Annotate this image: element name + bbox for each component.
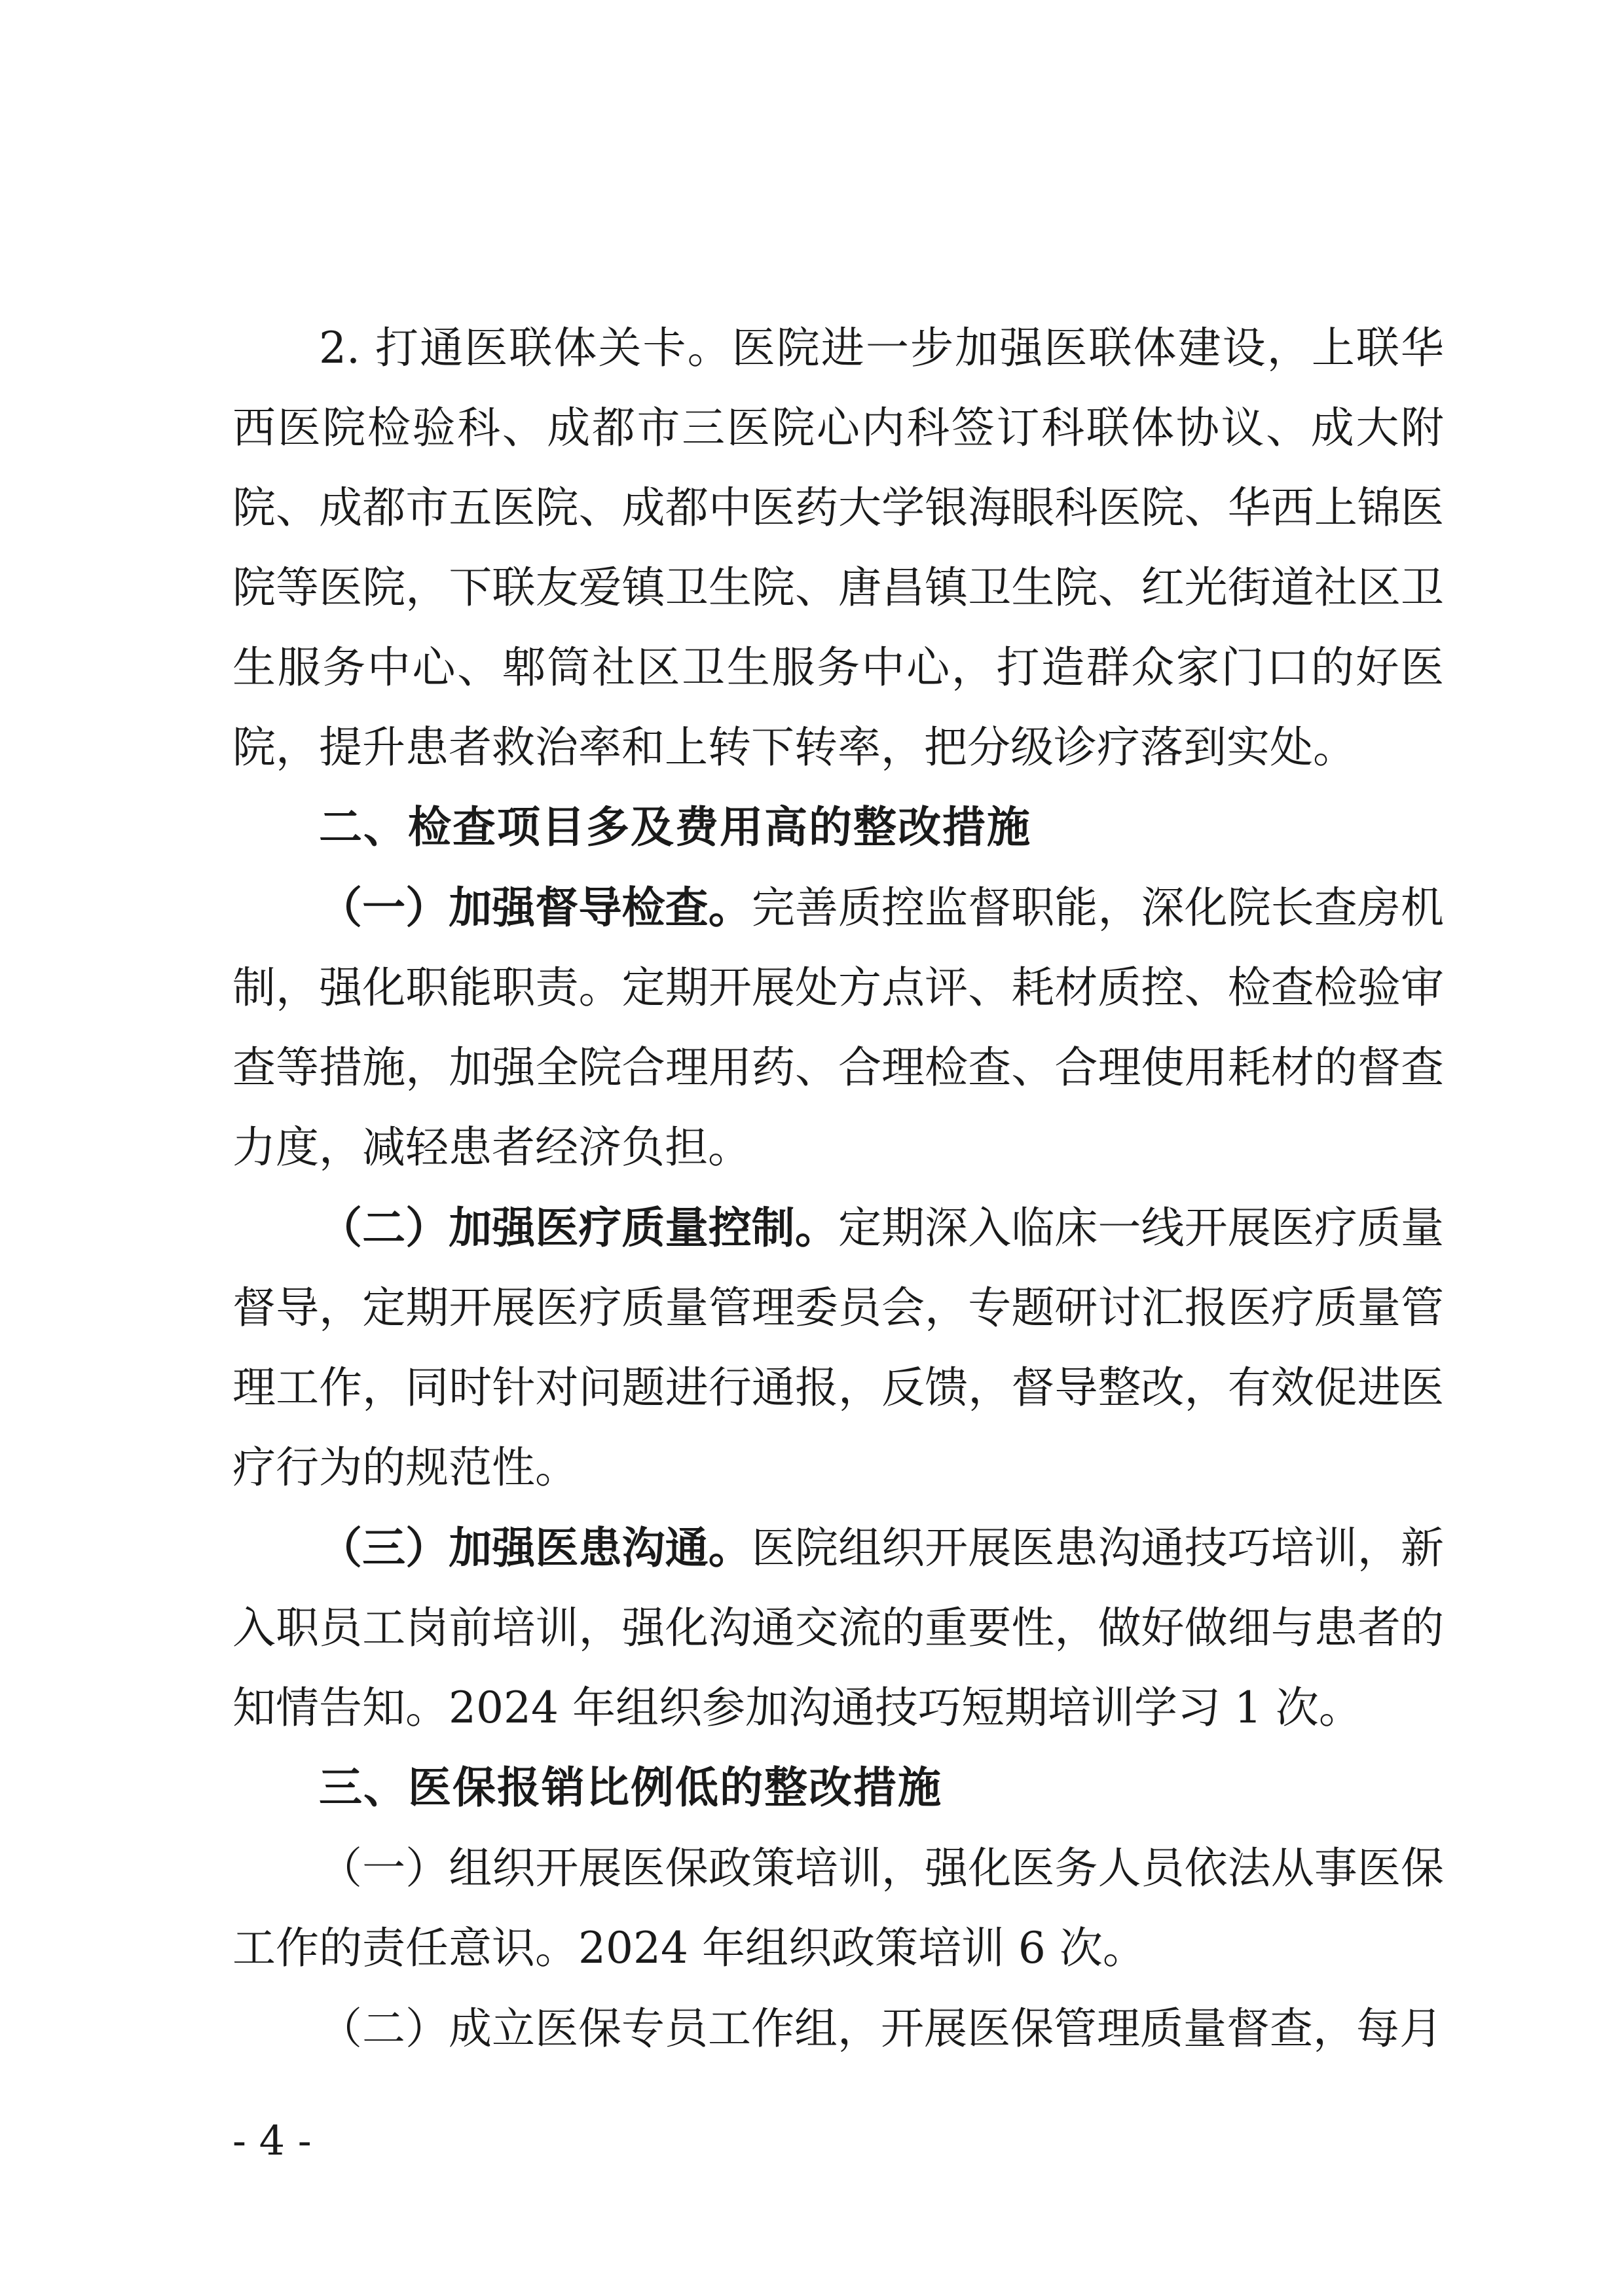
section-heading-2: 二、检查项目多及费用高的整改措施	[319, 802, 1031, 852]
paragraph-policy-training	[232, 1828, 1444, 1988]
paragraph-lead: （一）加强督导检查。	[319, 882, 752, 933]
paragraph-text: （二）成立医保专员工作组，开展医保管理质量督查，每月	[319, 2003, 1443, 2054]
paragraph-text: 完善质控监督职能，深化院长查房机制，强化职能职责。定期开展处方点评、耗材质控、检查检验审查等措施，加强全院合理用药、合理检查、合理使用耗材的督查力度，减轻患者经济负担。	[232, 883, 1445, 1173]
paragraph-text: （一）组织开展医保政策培训，强化医务人员依法从事医保工作的责任意识。2024 年组织政策培训 6 次。	[232, 1843, 1444, 1973]
document-body	[232, 308, 1444, 2069]
paragraph-insurance-team	[232, 1988, 1444, 2069]
paragraph-text: 医院组织开展医患沟通技巧培训，新入职员工岗前培训，强化沟通交流的重要性，做好做细与患者的知情告知。2024 年组织参加沟通技巧短期培训学习 1 次。	[232, 1523, 1445, 1733]
paragraph-lead: （二）加强医疗质量控制。	[319, 1202, 838, 1253]
section-heading-3: 三、医保报销比例低的整改措施	[319, 1762, 942, 1813]
paragraph-text: 定期深入临床一线开展医疗质量督导，定期开展医疗质量管理委员会，专题研讨汇报医疗质量管理工作，同时针对问题进行通报，反馈，督导整改，有效促进医疗行为的规范性。	[232, 1203, 1445, 1493]
page-number: - 4 -	[232, 2117, 312, 2164]
paragraph-supervision	[232, 867, 1444, 1188]
paragraph-medical-alliance	[232, 308, 1444, 788]
paragraph-quality-control	[232, 1188, 1444, 1508]
paragraph-lead: （三）加强医患沟通。	[319, 1522, 752, 1573]
paragraph-communication	[232, 1508, 1444, 1748]
paragraph-text: 2. 打通医联体关卡。医院进一步加强医联体建设，上联华西医院检验科、成都市三医院心内科签订科联体协议、成大附院、成都市五医院、成都中医药大学银海眼科医院、华西上锦医院等医院，下联友爱镇卫生院、唐昌镇卫生院、红光街道社区卫生服务中心、郫筒社区卫生服务中心，打造群众家门口的好医院，提升患者救治率和上转下转率，把分级诊疗落到实处。	[232, 323, 1444, 773]
